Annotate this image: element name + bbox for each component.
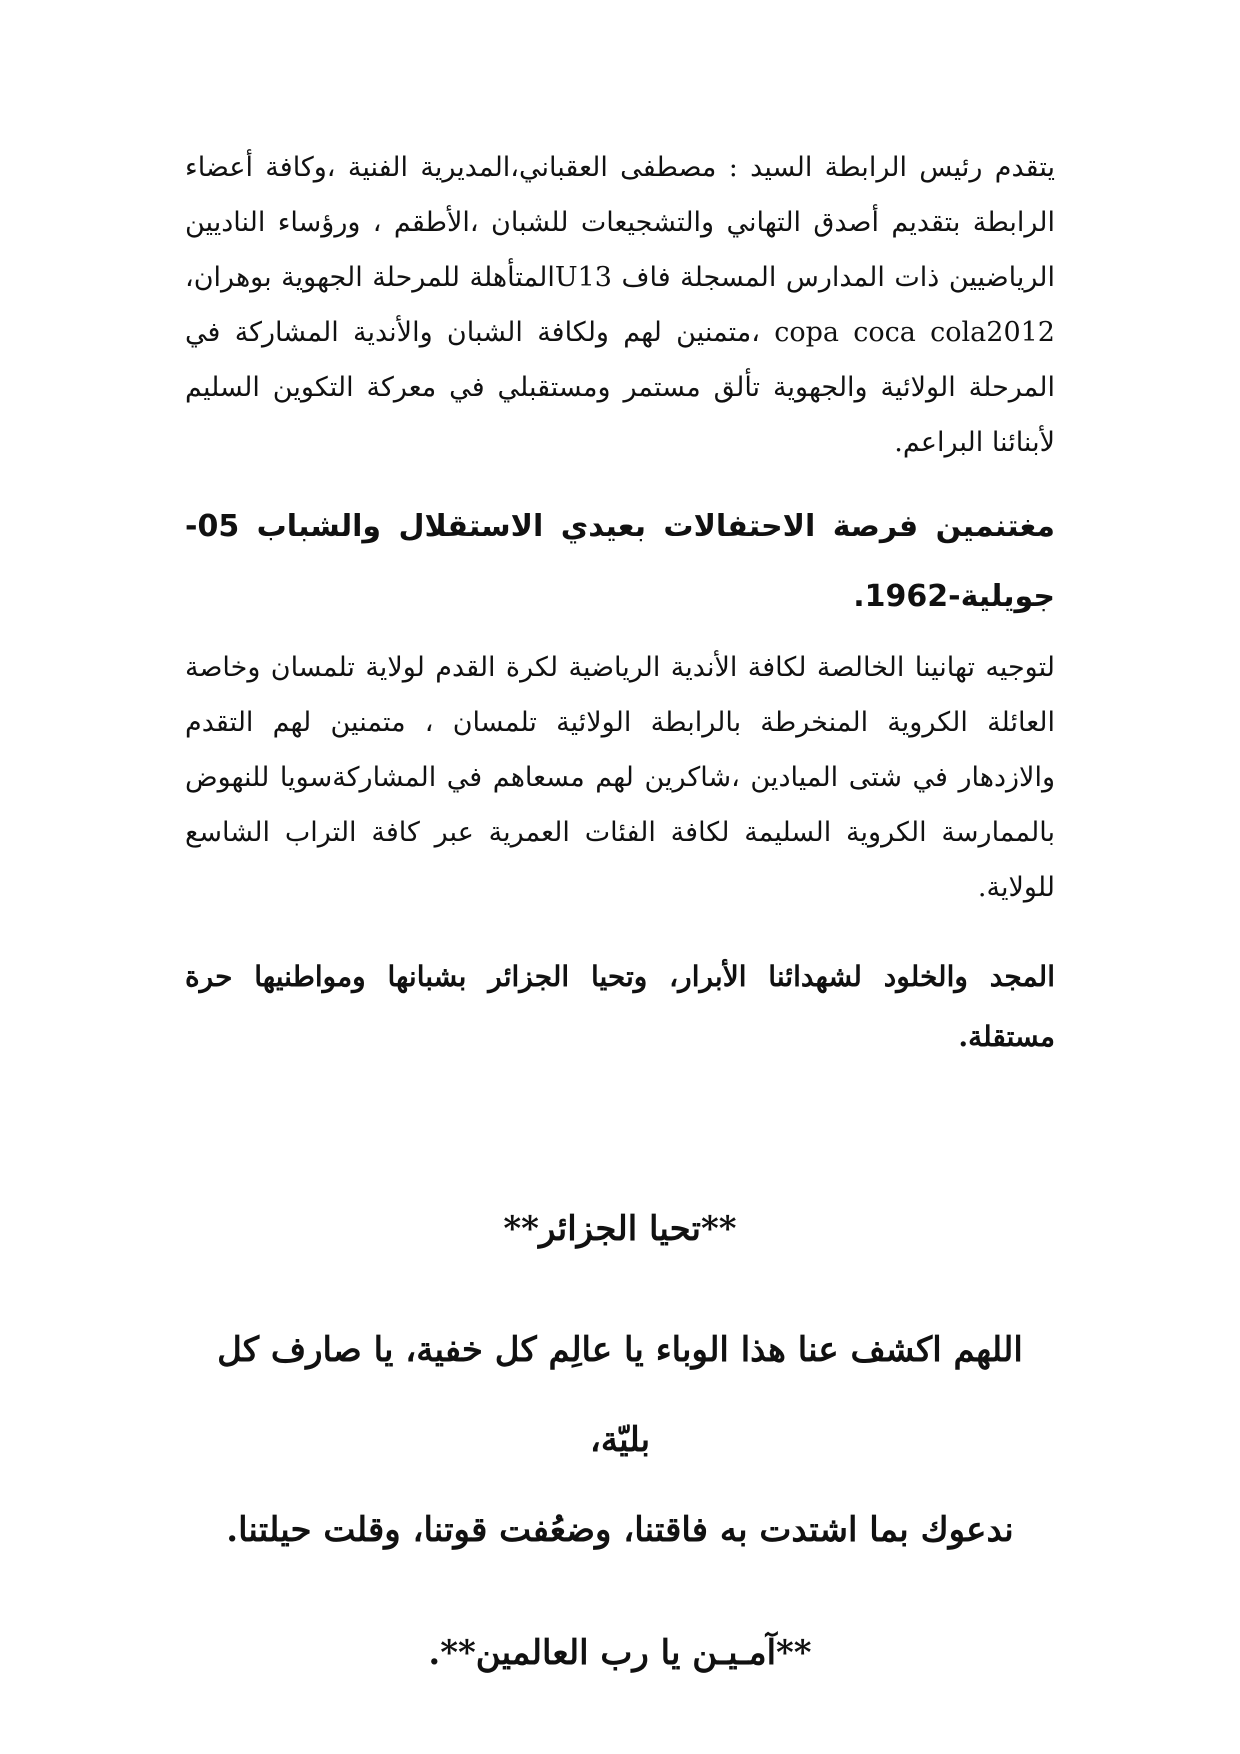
- martyrs-slogan: المجد والخلود لشهدائنا الأبرار، وتحيا الجزائر بشبانها ومواطنيها حرة مستقلة.: [185, 960, 1055, 1053]
- document-page: [185, 140, 1055, 1683]
- independence-day-heading: مغتنمين فرصة الاحتفالات بعيدي الاستقلال والشباب 05-جويلية-1962.: [185, 509, 1055, 614]
- prayer-block: [185, 1305, 1055, 1575]
- prayer-line-1: اللهم اكشف عنا هذا الوباء يا عالِم كل خفية، يا صارف كل بليّة،: [217, 1330, 1023, 1460]
- prayer-line-2: ندعوك بما اشتدت به فاقتنا، وضعُفت قوتنا، وقلت حيلتنا.: [226, 1510, 1014, 1550]
- long-live-algeria: **تحيا الجزائر**: [503, 1209, 737, 1249]
- amen-line: **آمـيـن يا رب العالمين**.: [428, 1633, 812, 1673]
- clubs-greeting-paragraph: لتوجيه تهانينا الخالصة لكافة الأندية الرياضية لكرة القدم لولاية تلمسان وخاصة العائلة الكروية المنخرطة بالرابطة الولائية تلمسان ، متمنين لهم التقدم والازدهار في شتى الميادين ،شاكرين لهم مسعاهم في المشاركةسويا للنهوض بالممارسة الكروية السليمة لكافة الفئات العمرية عبر كافة التراب الشاسع للولاية.: [185, 652, 1055, 903]
- congratulations-paragraph: يتقدم رئيس الرابطة السيد : مصطفى العقباني،المديرية الفنية ،وكافة أعضاء الرابطة بتقديم أصدق التهاني والتشجيعات للشبان ،الأطقم ، ورؤساء الناديين الرياضيين ذات المدارس المسجلة فاف U13المتأهلة للمرحلة الجهوية بوهران، copa coca cola2012 ،متمنين لهم ولكافة الشبان والأندية المشاركة في المرحلة الولائية والجهوية تألق مستمر ومستقبلي في معركة التكوين السليم لأبنائنا البراعم.: [185, 152, 1055, 458]
